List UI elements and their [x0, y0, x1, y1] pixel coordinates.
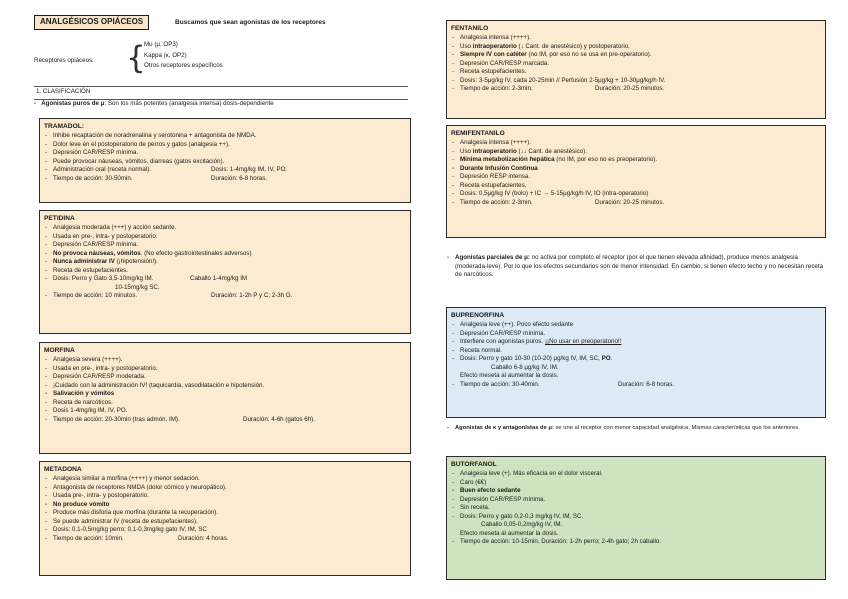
- list-item: - Receta de estupefacientes.: [44, 267, 406, 276]
- buprenorfina-warning: ¡¡No usar en preoperatorio!!: [544, 338, 622, 346]
- tramadol-title: TRAMADOL:: [44, 123, 84, 130]
- list-item: - Depresión CAR/RESP marcada.: [451, 60, 821, 69]
- fentanilo-intraop: intraoperatorio: [472, 42, 517, 50]
- partial-agonists-paragraph: - Agonistas parciales de μ: no activa por completo el receptor (por el que tienen elevada afinidad), produce menos analgesia (moderada-leve). Por lo que los efectos secundarios son de menor intensidad. En cambio, si tienen efecto techo y no necesitan receta de narcóticos.: [447, 254, 824, 279]
- brace-icon: {: [126, 40, 146, 76]
- list-item: - Depresión CAR/RESP mínima.: [451, 496, 821, 505]
- list-item: [44, 292, 406, 301]
- document-title: ANALGÉSICOS OPIÁCEOS: [34, 15, 149, 30]
- list-item: - Depresión CAR/RESP mínima.: [451, 330, 821, 339]
- receptors-label: Receptores opiáceos:: [34, 57, 94, 64]
- list-item: - Analgesia leve (+). Más eficacia en el dolor visceral.: [451, 470, 821, 479]
- remifentanilo-metabolism: Mínima metabolización hepática: [460, 156, 555, 164]
- remifentanilo-duration: Duración: 20-25 minutos.: [595, 198, 665, 206]
- fentanilo-duration: Duración: 20-25 minutos.: [595, 85, 665, 93]
- list-item: - Receta estupefacientes.: [451, 182, 821, 191]
- list-item: Efecto meseta al aumentar la dosis.: [460, 529, 559, 537]
- remifentanilo-title: REMIFENTANILO: [451, 130, 505, 137]
- tramadol-admin: Administración oral (receta normal).: [53, 166, 152, 174]
- fentanilo-always-iv-note: (no IM, por eso no se usa en pre-operatorio).: [526, 51, 652, 59]
- list-item: [44, 275, 406, 284]
- petidina-no-nausea-note: . (No efecto gastrointestinales adversos).: [140, 249, 254, 257]
- receptors-list: [144, 41, 223, 73]
- fentanilo-time: Tiempo de acción: 2-3min.: [460, 85, 533, 93]
- buprenorfina-dose-end: .: [610, 355, 613, 363]
- tramadol-dose: Dosis: 1-4mg/kg IM, IV, PO.: [211, 166, 288, 174]
- buprenorfina-dose-horse: Caballo 6-8 μg/kg IV, IM.: [491, 363, 559, 371]
- petidina-never-iv-note: (¡hipotensión!).: [114, 258, 158, 266]
- butorfanol-box: [446, 456, 826, 580]
- list-item: - Antagonista de receptores NMDA (dolor córnico y neuropático).: [44, 484, 406, 493]
- petidina-duration: Duración: 1-2h P y C; 2-3h G.: [211, 292, 293, 300]
- list-item: [451, 355, 821, 364]
- pure-agonists-title: Agonistas puros de μ: [41, 100, 105, 107]
- list-item: - Analgesia intensa (++++).: [451, 139, 821, 148]
- list-item: [451, 85, 821, 94]
- receptor-kappa: Kappa (ĸ, OP2): [144, 51, 187, 59]
- list-item: - Tiempo de acción: 10-15min. Duración: 1-2h perro; 2-4h gato; 2h caballo.: [451, 538, 821, 547]
- list-item: Efecto meseta al aumentar la dosis.: [460, 372, 559, 380]
- morfina-title: MORFINA: [44, 347, 75, 354]
- buprenorfina-box: [446, 307, 826, 418]
- list-item: [451, 521, 821, 530]
- list-item: - ¡Cuidado con la administración IV! (taquicardia, vasodilatación e hipotensión.: [44, 382, 406, 391]
- butorfanol-dose-horse: Caballo 0,05-0,2mg/kg IV, IM.: [481, 521, 563, 529]
- list-item: - Receta de narcóticos.: [44, 399, 406, 408]
- buprenorfina-dose: Dosis: Perro y gato 10-30 (10-20) μg/kg IV, IM, SC,: [460, 355, 602, 363]
- list-item: - Dosis: Perro y gato 0,2-0,3 mg/kg IV, IM, SC.: [451, 513, 821, 522]
- remifentanilo-use: Uso: [460, 147, 473, 155]
- petidina-no-nausea: No provoca náuseas, vómitos: [53, 249, 141, 257]
- list-item: - Analgesia severa (++++).: [44, 356, 406, 365]
- buprenorfina-time: Tiempo de acción: 30-40min.: [460, 380, 540, 388]
- list-item: - Buen efecto sedante: [451, 487, 821, 496]
- list-item: - Usada pre-, intra- y postoperatorio.: [44, 492, 406, 501]
- petidina-dose-dog-cat: Dosis: Perro y Gato 3,5-10mg/kg IM.: [53, 275, 154, 283]
- list-item: - Usada en pre-, intra- y postoperatorio.: [44, 365, 406, 374]
- list-item: [451, 43, 821, 52]
- list-item: - No produce vómito: [44, 501, 406, 510]
- list-item: [44, 258, 406, 267]
- list-item: - Depresión CAR/RESP moderada.: [44, 373, 406, 382]
- list-item: - Caro (€€): [451, 479, 821, 488]
- morfina-time: Tiempo de acción: 20-30min (tras admón. IM).: [53, 415, 180, 423]
- list-item: [451, 51, 821, 60]
- petidina-title: PETIDINA: [44, 215, 75, 222]
- list-item: - Inhibe recaptación de noradrenalina y serotonina + antagonista de NMDA.: [44, 132, 406, 141]
- list-item: - Dosis: 0,1-0,5mg/kg perro; 0,1-0,3mg/kg gato IV, IM, SC: [44, 526, 406, 535]
- list-item: - Puede provocar náuseas, vómitos, diarreas (gatos excitación).: [44, 158, 406, 167]
- tramadol-duration: Duración: 6-8 horas.: [211, 174, 268, 182]
- list-item: - Se puede administrar IV (receta de estupefacientes).: [44, 518, 406, 527]
- morfina-box: [39, 342, 411, 454]
- list-item: [451, 364, 821, 373]
- list-item: - Sin receta.: [451, 504, 821, 513]
- remifentanilo-box: [446, 125, 826, 238]
- petidina-dose-sc: 10-15mg/kg SC.: [115, 283, 160, 291]
- pure-agonists-text: : Son los más potentes (analgesia intensa) dosis-dependiente: [104, 100, 274, 107]
- morfina-duration: Duración: 4-6h (gatos 6h).: [243, 415, 315, 423]
- receptor-mu: Mu (μ, OP3): [144, 41, 178, 48]
- list-item: - Analgesia similar a morfina (++++) y menor sedación.: [44, 475, 406, 484]
- list-item: - Produce más disforia que morfina (durante la recuperación).: [44, 509, 406, 518]
- title-note: Buscamos que sean agonistas de los receptores: [175, 19, 326, 26]
- list-item: - Depresión RESP intensa.: [451, 173, 821, 182]
- tramadol-time: Tiempo de acción: 30-50min.: [53, 174, 133, 182]
- list-item: - Dolor leve en el postoperatorio de perros y gatos (analgesia ++).: [44, 141, 406, 150]
- fentanilo-box: [446, 20, 826, 119]
- petidina-dose-horse: Caballo 1-4mg/kg IM: [190, 275, 248, 283]
- remifentanilo-time: Tiempo de acción: 2-3min.: [460, 198, 533, 206]
- list-item: [44, 284, 406, 293]
- butorfanol-title: BUTORFANOL: [451, 461, 497, 468]
- tramadol-box: [39, 118, 411, 203]
- list-item: [451, 148, 821, 157]
- list-item: [451, 381, 821, 390]
- classification-heading: 1. CLASIFICACIÓN: [34, 86, 408, 100]
- pure-agonists-line: - Agonistas puros de μ: Son los más potentes (analgesia intensa) dosis-dependiente: [34, 100, 274, 107]
- fentanilo-always-iv: Siempre IV con catéter: [460, 51, 527, 59]
- buprenorfina-interferes: Interfiere con agonistas puros.: [460, 338, 545, 346]
- kappa-agonists-text: se une al receptor con menor capacidad analgésica. Mismas características que los anteriores.: [553, 425, 800, 431]
- metadona-title: METADONA: [44, 466, 82, 473]
- list-item: - Dosis: 3-5μg/kg IV, cada 20-25min // Perfusión 2-5μg/kg + 10-30μg/kg/h IV.: [451, 77, 821, 86]
- list-item: - Analgesia moderada (+++) y acción sedante.: [44, 224, 406, 233]
- partial-agonists-text: no activa por completo el receptor (por el que tienen elevada afinidad), produce menos analgesia (moderada-leve). Por lo que los efectos secundarios son de menor intensidad. En cambio, si tienen efecto techo y no necesitan receta de narcóticos.: [455, 254, 824, 279]
- list-item: [44, 250, 406, 259]
- list-item: [451, 156, 821, 165]
- petidina-time: Tiempo de acción: 10 minutos.: [53, 292, 138, 300]
- fentanilo-use-note: (↓ Cant. de anestésico) y postoperatorio.: [516, 42, 630, 50]
- list-item: - Usada en pre-, intra- y postoperatorio.: [44, 233, 406, 242]
- kappa-agonists-title: Agonistas de κ y antagonistas de μ:: [455, 425, 554, 431]
- remifentanilo-metabolism-note: (no IM, por eso no es preoperatorio).: [554, 156, 658, 164]
- list-item: [44, 535, 406, 544]
- list-item: [451, 338, 821, 347]
- buprenorfina-title: BUPRENORFINA: [451, 312, 505, 319]
- list-item: - Depresión CAR/RESP mínima.: [44, 241, 406, 250]
- list-item: [44, 416, 406, 425]
- metadona-box: [39, 461, 411, 576]
- list-item: - Receta estupefacientes.: [451, 68, 821, 77]
- buprenorfina-duration: Duración: 6-8 horas.: [618, 380, 675, 388]
- list-item: - Durante Infusión Continua: [451, 165, 821, 174]
- list-item: [451, 199, 821, 208]
- remifentanilo-intraop: intraoperatorio: [472, 147, 517, 155]
- list-item: [44, 166, 406, 175]
- partial-agonists-title: Agonistas parciales de μ:: [455, 254, 530, 261]
- petidina-box: [39, 210, 411, 334]
- petidina-never-iv: Nunca administrar IV: [53, 258, 115, 266]
- list-item: - Dosis 1-4mg/kg IM, IV, PO.: [44, 407, 406, 416]
- fentanilo-title: FENTANILO: [451, 25, 489, 32]
- list-item: - Receta normal.: [451, 347, 821, 356]
- remifentanilo-use-note: (↓↓ Cant. de anestésico).: [516, 147, 587, 155]
- list-item: - Depresión CAR/RESP mínima.: [44, 149, 406, 158]
- metadona-duration: Duración: 4 horas.: [178, 534, 229, 542]
- buprenorfina-dose-po: PO: [601, 355, 611, 363]
- list-item: - Dosis: 0,5μg/kg IV (bolo) + IC → 5-15μg/kg/h IV, IO (intra-operatorio): [451, 190, 821, 199]
- list-item: - Analgesia leve (++). Poco efecto sedante: [451, 321, 821, 330]
- list-item: [44, 175, 406, 184]
- receptor-other: Otros receptores específicos: [144, 62, 223, 69]
- metadona-time: Tiempo de acción: 10min.: [53, 534, 124, 542]
- fentanilo-use: Uso: [460, 42, 473, 50]
- kappa-agonists-paragraph: - Agonistas de κ y antagonistas de μ: se une al receptor con menor capacidad analgésica. Mismas características que los anteriores.: [447, 425, 800, 431]
- list-item: - Salivación y vómitos: [44, 390, 406, 399]
- list-item: - Analgesia intensa (++++).: [451, 34, 821, 43]
